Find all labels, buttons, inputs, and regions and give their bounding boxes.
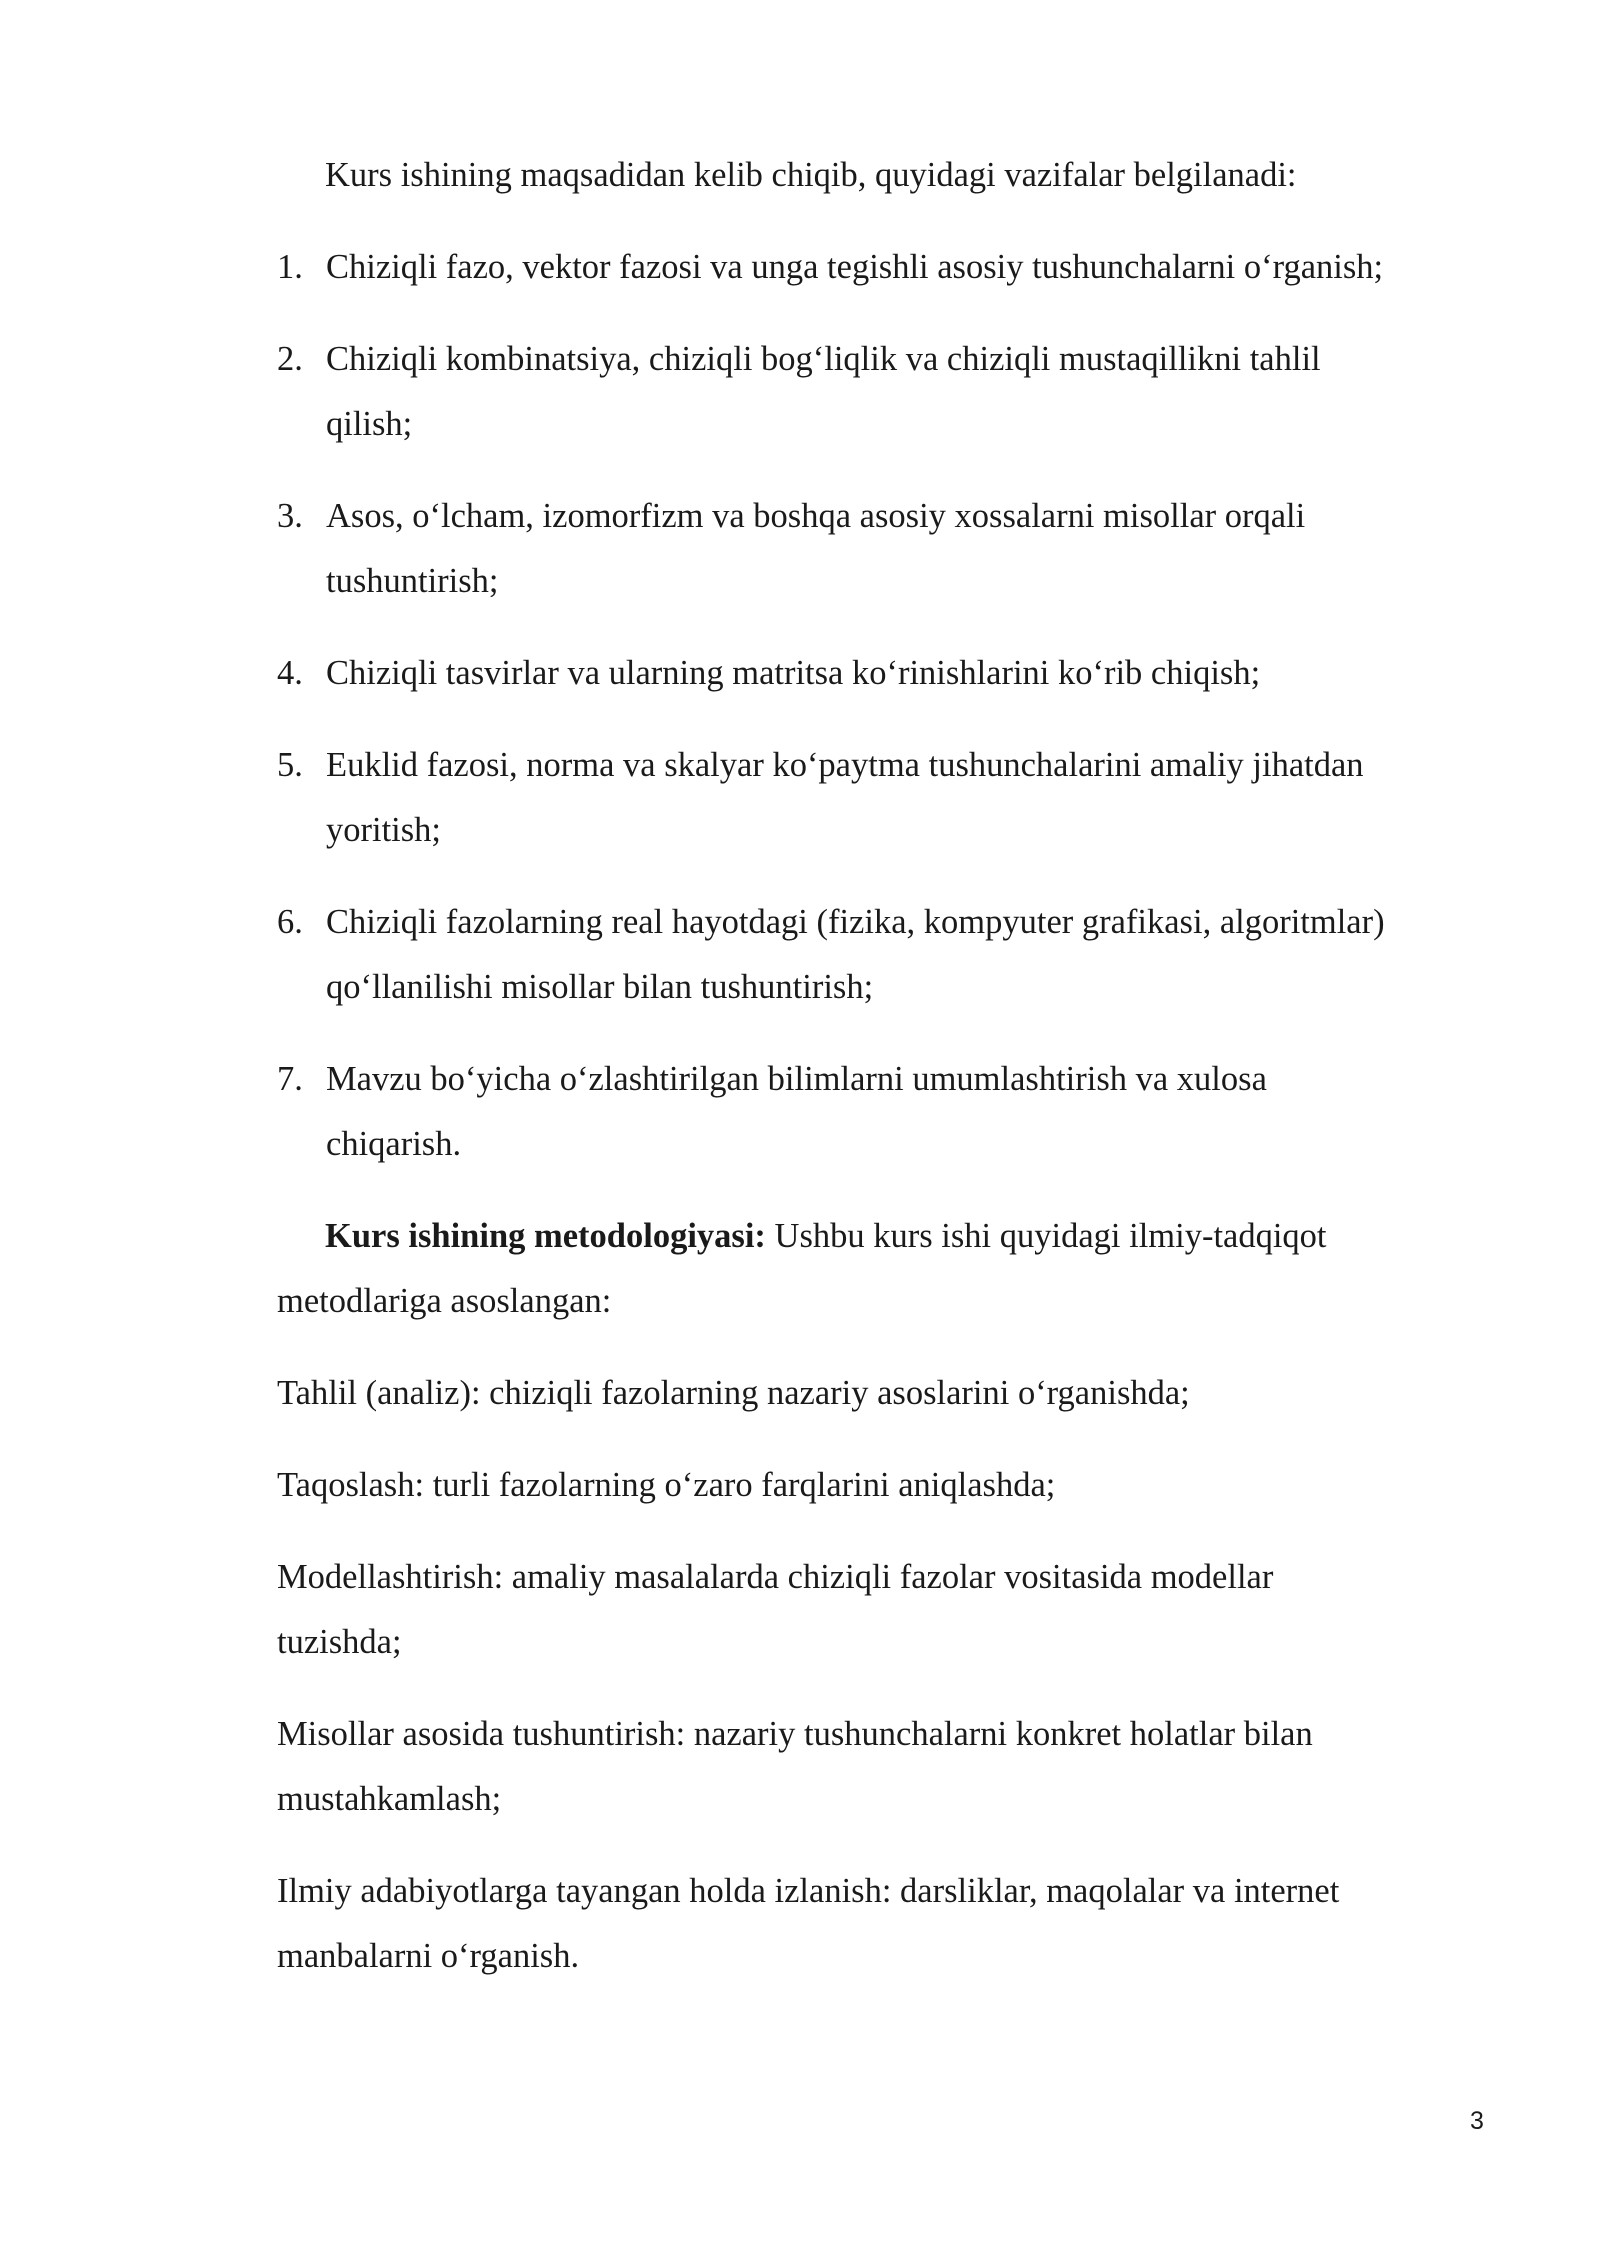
method-comparison (277, 1453, 1497, 1518)
task-item-1 (277, 235, 1507, 300)
task-number: 5. (277, 746, 303, 784)
task-text-line: Euklid fazosi, norma va skalyar ko‘paytma tushunchalarini amaliy jihatdan (326, 746, 1364, 784)
method-literature (277, 1859, 1497, 1989)
task-text-line: yoritish; (326, 811, 442, 849)
methodology-text: Ushbu kurs ishi quyidagi ilmiy-tadqiqot (765, 1217, 1327, 1255)
task-item-3 (277, 484, 1507, 614)
task-text-line: Chiziqli tasvirlar va ularning matritsa ko‘rinishlarini ko‘rib chiqish; (326, 654, 1261, 692)
method-text-line: Ilmiy adabiyotlarga tayangan holda izlanish: darsliklar, maqolalar va internet (277, 1872, 1340, 1910)
methodology-first-line (277, 1204, 1507, 1269)
task-number: 2. (277, 340, 303, 378)
method-text-line: Misollar asosida tushuntirish: nazariy tushunchalarni konkret holatlar bilan (277, 1715, 1313, 1753)
task-text-line: Chiziqli fazolarning real hayotdagi (fizika, kompyuter grafikasi, algoritmlar) (326, 903, 1385, 941)
method-modeling (277, 1545, 1497, 1675)
tasks-intro: Kurs ishining maqsadidan kelib chiqib, quyidagi vazifalar belgilanadi: (325, 156, 1297, 194)
task-item-2 (277, 327, 1507, 457)
method-text-line: Tahlil (analiz): chiziqli fazolarning nazariy asoslarini o‘rganishda; (277, 1374, 1190, 1412)
method-text-line: mustahkamlash; (277, 1780, 502, 1818)
methodology-paragraph (277, 1204, 1507, 1334)
task-text-line: Chiziqli kombinatsiya, chiziqli bog‘liqlik va chiziqli mustaqillikni tahlil (326, 340, 1321, 378)
task-number: 4. (277, 654, 303, 692)
method-text-line: tuzishda; (277, 1623, 402, 1661)
method-text-line: manbalarni o‘rganish. (277, 1937, 580, 1975)
task-number: 6. (277, 903, 303, 941)
task-text-line: qo‘llanilishi misollar bilan tushuntirish; (326, 968, 874, 1006)
task-item-5 (277, 733, 1507, 863)
page-number: 3 (1470, 2107, 1484, 2135)
task-number: 3. (277, 497, 303, 535)
task-text-line: chiqarish. (326, 1125, 462, 1163)
task-text-line: tushuntirish; (326, 562, 499, 600)
methodology-second-line: metodlariga asoslangan: (277, 1282, 612, 1320)
task-text-line: qilish; (326, 405, 413, 443)
task-text-line: Mavzu bo‘yicha o‘zlashtirilgan bilimlarni umumlashtirish va xulosa (326, 1060, 1267, 1098)
method-text-line: Taqoslash: turli fazolarning o‘zaro farqlarini aniqlashda; (277, 1466, 1056, 1504)
task-item-4 (277, 641, 1507, 706)
method-examples (277, 1702, 1497, 1832)
task-number: 7. (277, 1060, 303, 1098)
task-item-7 (277, 1047, 1507, 1177)
task-text-line: Chiziqli fazo, vektor fazosi va unga tegishli asosiy tushunchalarni o‘rganish; (326, 248, 1384, 286)
methodology-heading: Kurs ishining metodologiyasi: (325, 1217, 766, 1255)
task-number: 1. (277, 248, 303, 286)
task-text-line: Asos, o‘lcham, izomorfizm va boshqa asosiy xossalarni misollar orqali (326, 497, 1306, 535)
method-analysis (277, 1361, 1497, 1426)
task-item-6 (277, 890, 1507, 1020)
method-text-line: Modellashtirish: amaliy masalalarda chiziqli fazolar vositasida modellar (277, 1558, 1274, 1596)
